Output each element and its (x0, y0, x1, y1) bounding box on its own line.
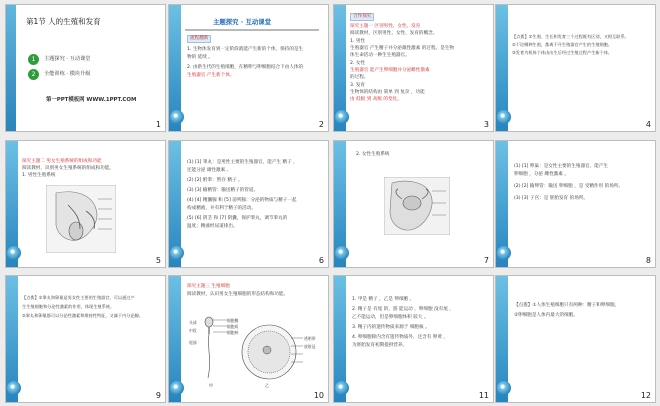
decor-flower-icon (497, 246, 511, 260)
slide-number: 3 (483, 120, 489, 129)
text-line: 1. 甲是 精子 ，乙是 卵细胞 。 (352, 297, 415, 302)
text-line: 生殖器官 产生精子并分泌雄性激素 的过程。是生物 (350, 46, 454, 51)
slide-number: 1 (155, 120, 161, 129)
diagram-label: 细胞质 (227, 324, 239, 329)
slide-thumbnail[interactable] (6, 5, 165, 131)
text-line: 1. 男性 (350, 39, 366, 44)
text-line: 温度；精液经尿道排出。 (187, 224, 238, 229)
diagram-label: 放射冠 (304, 344, 316, 349)
text-line: (2) [2] 附睾：暂存 精子 。 (187, 178, 243, 183)
slide-thumbnail[interactable] (6, 276, 165, 402)
badge: 2 (28, 69, 39, 80)
text-line: (1) [1] 睾丸：是男性主要的生殖器官，能产生 精子 ， (187, 160, 298, 165)
slide-thumbnail[interactable] (334, 141, 493, 267)
text-line: 阅读教材，认识男女生殖细胞的形态结构和功能。 (187, 292, 289, 297)
text-line: ②不论哪种生殖，都离不开生殖器官产生的生殖细胞。 (512, 42, 613, 47)
slide-thumbnail[interactable] (334, 5, 493, 131)
text-line: 探究主题一 区别男性、女性、发育 (350, 24, 421, 29)
decor-flower-icon (7, 246, 21, 260)
section-tag: 合作探究 (350, 13, 374, 21)
decor-flower-icon (335, 381, 349, 395)
footer-text: 第一PPT模板网 WWW.1PPT.COM (46, 97, 137, 103)
decor-flower-icon (335, 110, 349, 124)
menu-item[interactable]: 全能训练 · 模块升级 (44, 71, 91, 77)
text-line: (5) [6] 阴茎 和 [7] 阴囊，保护睾丸，调节睾丸的 (187, 216, 288, 221)
slide-thumbnail[interactable] (496, 276, 655, 402)
slide-accent-band (6, 5, 16, 131)
female-anatomy-diagram (384, 177, 450, 235)
text-line: 2. 由新生代的生殖细胞，在精卵与卵细胞结合下由人体的 (187, 65, 304, 70)
slide-number: 6 (318, 256, 324, 265)
text-line: 2. 女性 (350, 61, 366, 66)
slide-thumbnail[interactable] (169, 5, 328, 131)
diagram-label: 乙 (265, 383, 269, 388)
diagram-label: 尾部 (189, 340, 197, 345)
slide-thumbnail[interactable] (6, 141, 165, 267)
text-line: 还能分泌 雄性激素 。 (187, 168, 232, 173)
decor-flower-icon (335, 246, 349, 260)
diagram-label: 中段 (189, 328, 197, 333)
slide-number: 2 (318, 120, 324, 129)
slide-number: 12 (640, 391, 651, 400)
text-line: 3. 精子内的遗传物质来源于 细胞核 。 (352, 325, 430, 330)
text-line: 1. 男性生殖系统 (22, 173, 56, 178)
slide-header: 主题探究 · 互动课堂 (213, 18, 272, 26)
section-tag: 流程翻新 (187, 35, 211, 43)
slide-number: 11 (478, 391, 489, 400)
sperm-egg-diagram (187, 312, 311, 390)
text-line: ②睾丸和卵巢都可以分泌性激素和维持性特征，又属于内分泌腺。 (22, 313, 144, 318)
badge: 1 (28, 54, 39, 65)
decor-flower-icon (497, 110, 511, 124)
text-line: 物的 延续 。 (187, 55, 213, 60)
text-line: (3) [3] 输精管：输送精子的管道。 (187, 188, 259, 193)
text-line: 生殖器官 能产生卵细胞并分泌雌性激素 (350, 68, 430, 73)
text-line: 生殖器官 产生新个体。 (187, 73, 235, 78)
text-line: ③发育为机体个体由出生后经过生殖过程产生新个体。 (512, 50, 613, 55)
slide-thumbnail[interactable] (169, 276, 328, 402)
diagram-label: 头部 (189, 320, 197, 325)
decor-flower-icon (497, 381, 511, 395)
text-line: 1. 生物体发育到一定阶段就能产生新的个体，保持的是生 (187, 47, 304, 52)
male-anatomy-diagram (46, 185, 116, 253)
decor-flower-icon (170, 381, 184, 395)
slide-number: 4 (645, 120, 651, 129)
text-line: 由 低级 到 高级 的变化。 (350, 97, 402, 102)
slide-number: 10 (313, 391, 324, 400)
menu-item[interactable]: 主题探究 · 互动课堂 (44, 56, 91, 62)
text-line: (2) [2] 输卵管：输送 卵细胞 ，是 受精作用 的场所。 (514, 184, 624, 189)
slide-title: 第1节 人的生殖和发育 (26, 17, 101, 26)
text-line: 的过程。 (350, 75, 369, 80)
text-line: (4) [4] 精囊腺 和 [5] 前列腺：分泌的物质与精子一起 (187, 198, 297, 203)
text-line: 阅读教材，区别男性、女性、发育的概念。 (350, 31, 438, 36)
text-line: 体生命活动一种生生殖器官。 (350, 53, 410, 58)
slide-thumbnail[interactable] (496, 141, 655, 267)
text-line: 【点拨】①人体生殖细胞只有两种：精子和卵细胞。 (514, 303, 620, 308)
decor-flower-icon (170, 110, 184, 124)
decor-flower-icon (7, 381, 21, 395)
text-line: 生生殖细胞和分泌性激素的作用，体现生殖系统。 (22, 304, 115, 309)
slide-thumbnail[interactable] (169, 141, 328, 267)
text-line: 【点拨】①睾丸和卵巢是男女性主要的生殖器官，可以通过产 (22, 295, 135, 300)
slide-number: 8 (645, 256, 651, 265)
divider (185, 29, 319, 31)
text-line: ②卵细胞是人体内最大的细胞。 (514, 313, 578, 318)
text-line: 4. 卵细胞除内含有遗传物质外，还含有 卵黄 ， (352, 335, 449, 340)
slide-subtitle: 2. 女性生殖系统 (356, 152, 390, 157)
slide-number: 5 (155, 256, 161, 265)
slide-number: 9 (155, 391, 161, 400)
text-line: 探究主题二 男女生殖系统的组成和功能 (22, 159, 102, 164)
text-line: 2. 精子是 有尾 的，游 能运动 ，卵细胞 没有尾 ， (352, 307, 454, 312)
text-line: 生物体的结构由 简单 到 复杂 ，功能 (350, 90, 425, 95)
slide-thumbnail[interactable] (334, 276, 493, 402)
decor-flower-icon (170, 246, 184, 260)
text-line: 为胚胎发育初期提供营养。 (352, 343, 408, 348)
text-line: (1) [1] 卵巢：是女性主要的生殖器官，能产生 (514, 164, 609, 169)
diagram-label: 细胞核 (227, 330, 239, 335)
text-line: 构成精液，并有利于精子的活动。 (187, 206, 256, 211)
slide-number: 7 (483, 256, 489, 265)
diagram-label: 甲 (209, 383, 213, 388)
diagram-label: 透明带 (304, 336, 316, 341)
text-line: 3. 发育 (350, 83, 366, 88)
text-line: 【点拨】①生殖、生长和发育三个过程既有区别，又相互联系。 (512, 34, 629, 39)
diagram-label: 细胞膜 (227, 318, 239, 323)
text-line: 乙不能运动，但是卵细胞体积 较大 。 (352, 315, 429, 320)
text-line: 卵细胞 ，分泌 雌性激素 。 (514, 172, 569, 177)
slide-thumbnail[interactable] (496, 5, 655, 131)
text-line: (3) [3] 子宫：是 胚胎发育 的场所。 (514, 196, 588, 201)
text-line: 探究主题三 生殖细胞 (187, 284, 230, 289)
text-line: 阅读教材，识别男女生殖系统的组成和功能。 (22, 166, 114, 171)
